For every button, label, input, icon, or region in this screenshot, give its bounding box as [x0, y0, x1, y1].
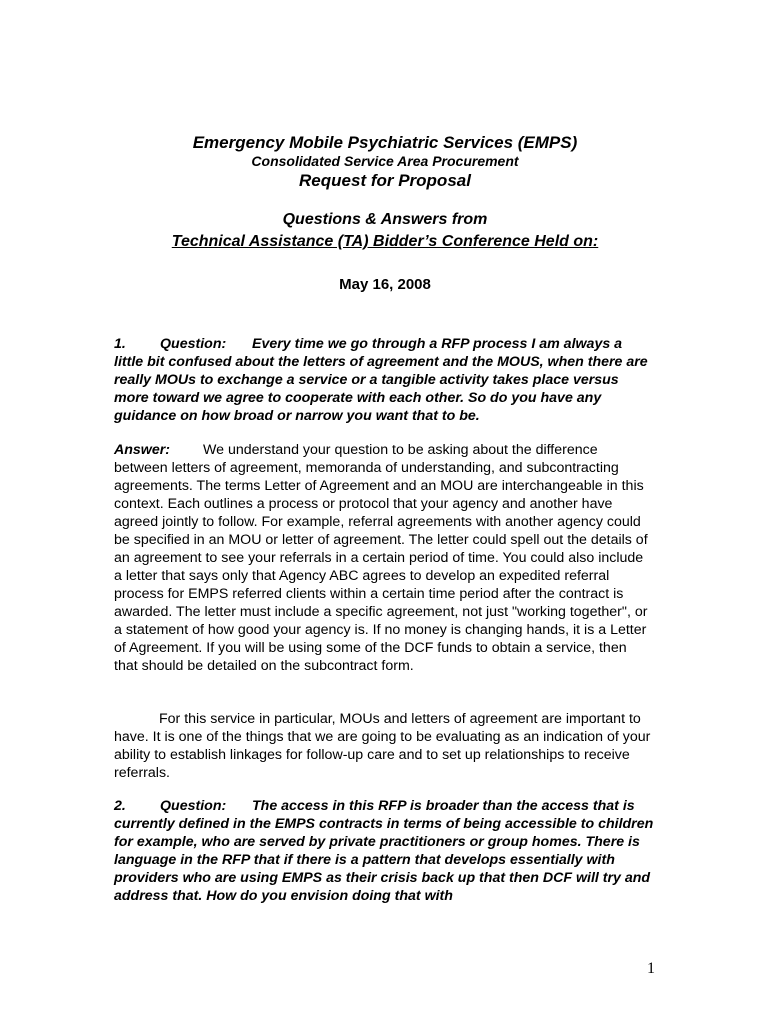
- question-text: The access in this RFP is broader than the access that is currently defined in the EMPS contracts in terms of being accessible to children for example, who are served by private practitioners or group homes. There is language in the RFP that if there is a pattern that develops essentially with providers who are using EMPS as their crisis back up that then DCF will try and address that. How do you envision doing that with: [114, 798, 654, 904]
- question-1: [114, 335, 654, 425]
- qa-heading: Questions & Answers from: [282, 211, 488, 228]
- conference-heading: Technical Assistance (TA) Bidder’s Conference Held on:: [171, 233, 599, 250]
- answer-text: For this service in particular, MOUs and letters of agreement are important to have. It is one of the things that we are going to be evaluating as an indication of your ability to establish linkages for follow-up care and to set up relationships to receive referrals.: [114, 711, 651, 781]
- answer-text: We understand your question to be asking about the difference between letters of agreement, memoranda of understanding, and subcontracting agreements. The terms Letter of Agreement and an MOU are interchangeable in this context. Each outlines a process or protocol that your agency and another have agreed jointly to follow. For example, referral agreements with another agency could be specified in an MOU or letter of agreement. The letter could spell out the details of an agreement to see your referrals in a certain period of time. You could also include a letter that says only that Agency ABC agrees to develop an expedited referral process for EMPS referred clients within a certain time period after the contract is awarded. The letter must include a specific agreement, not just "working together", or a statement of how good your agency is. If no money is changing hands, it is a Letter of Agreement. If you will be using some of the DCF funds to obtain a service, then that should be detailed on the subcontract form.: [114, 442, 648, 674]
- document-title: Emergency Mobile Psychiatric Services (EMPS): [192, 133, 578, 152]
- question-2: [114, 797, 654, 905]
- page-number: 1: [647, 960, 655, 977]
- answer-label: Answer:: [114, 442, 170, 458]
- document-subtitle: Consolidated Service Area Procurement: [251, 153, 519, 169]
- document-type: Request for Proposal: [299, 171, 471, 190]
- question-label: Question:: [160, 798, 227, 814]
- answer-1-paragraph-2: [114, 710, 654, 782]
- question-label: Question:: [160, 336, 227, 352]
- conference-date: May 16, 2008: [339, 276, 431, 293]
- answer-1: [114, 441, 654, 675]
- question-text: Every time we go through a RFP process I am always a little bit confused about the letters of agreement and the MOUS, when there are really MOUs to exchange a service or a tangible activity takes place versus more toward we agree to cooperate with each other. So do you have any guidance on how broad or narrow you want that to be.: [114, 336, 648, 424]
- question-number: 1.: [114, 336, 126, 352]
- question-number: 2.: [114, 798, 126, 814]
